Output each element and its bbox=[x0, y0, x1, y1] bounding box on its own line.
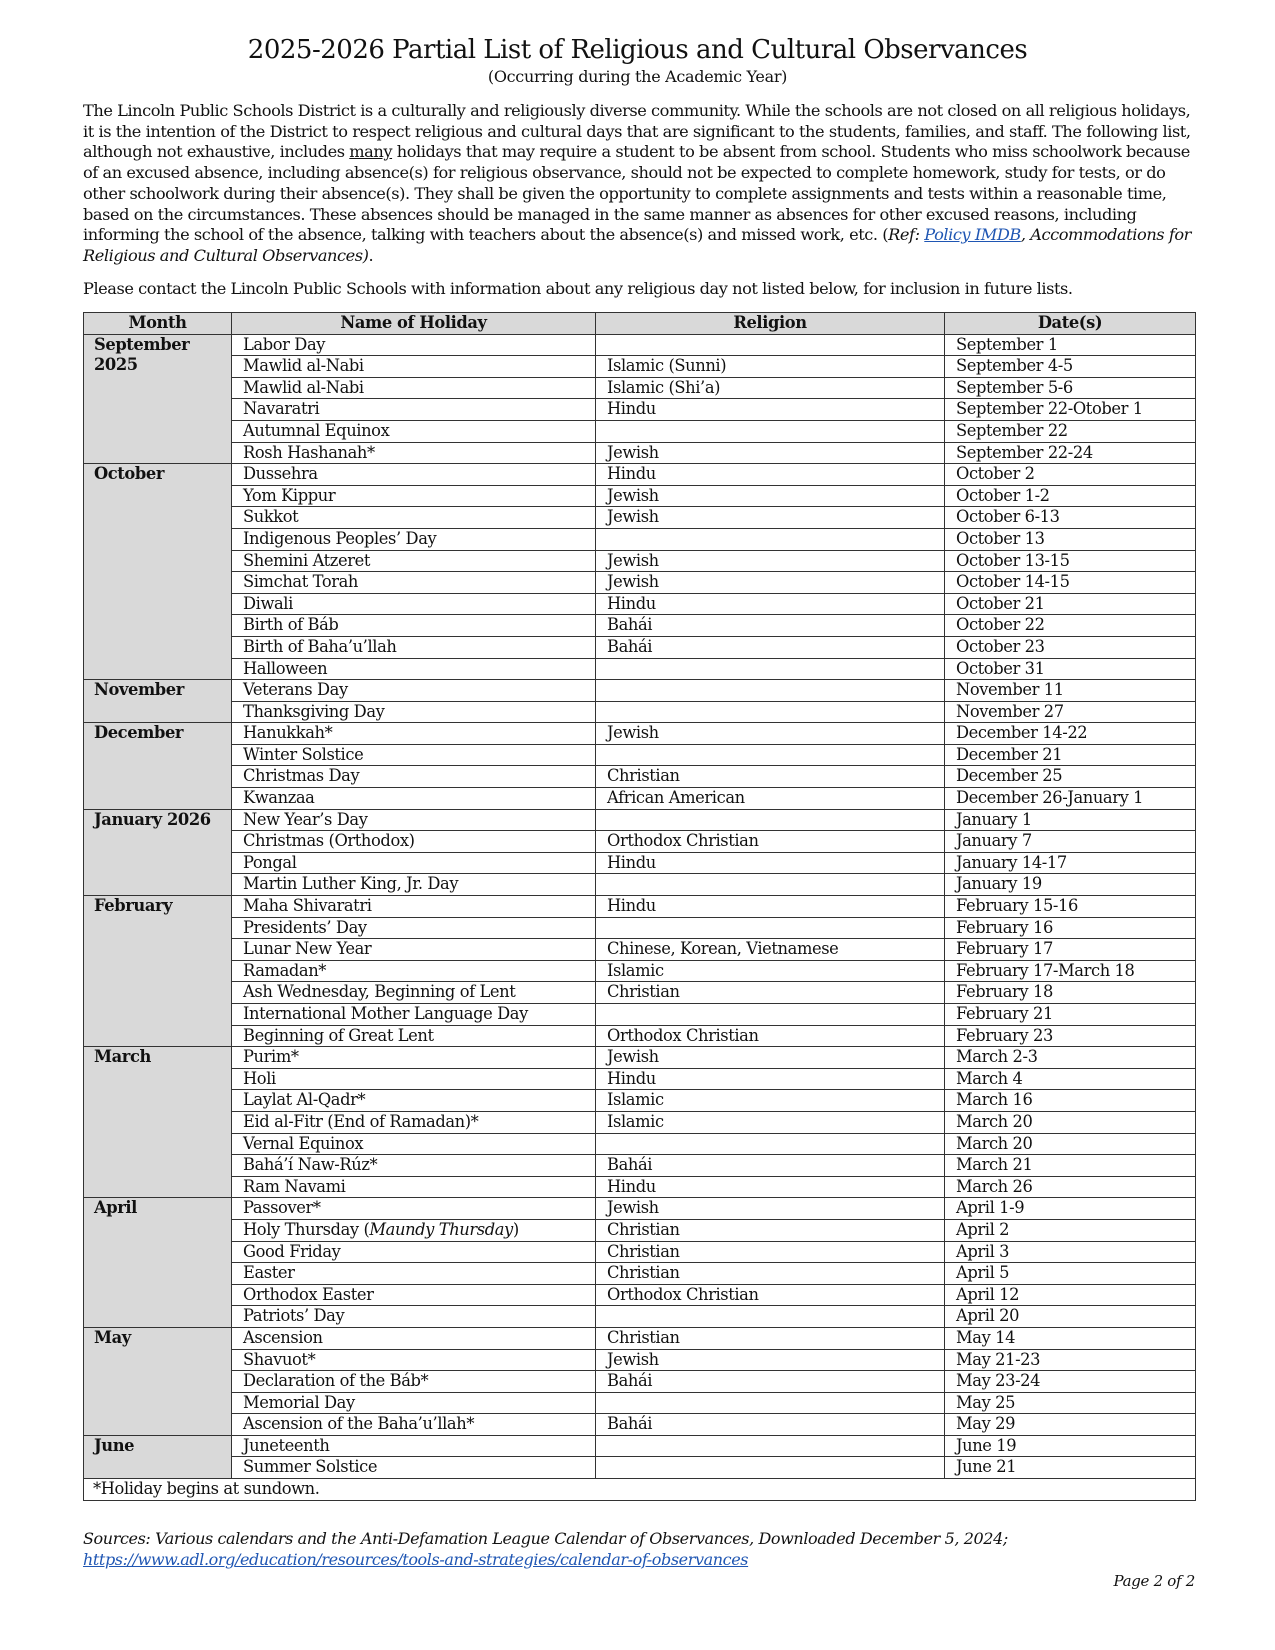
page-subtitle: (Occurring during the Academic Year) bbox=[487, 67, 788, 86]
holiday-name-cell: Pongal bbox=[232, 852, 596, 874]
religion-cell bbox=[596, 701, 945, 723]
holiday-name-cell: Ash Wednesday, Beginning of Lent bbox=[232, 982, 596, 1004]
sources-link[interactable]: https://www.adl.org/education/resources/tools-and-strategies/calendar-of-observances bbox=[83, 1550, 749, 1569]
religion-cell: Islamic bbox=[596, 960, 945, 982]
policy-link[interactable]: Policy IMDB bbox=[924, 225, 1021, 245]
footnote: *Holiday begins at sundown. bbox=[84, 1479, 1196, 1501]
religion-cell bbox=[596, 1306, 945, 1328]
religion-cell: Christian bbox=[596, 1241, 945, 1263]
religion-cell bbox=[596, 334, 945, 356]
table-row bbox=[84, 1371, 1196, 1393]
header-religion: Religion bbox=[596, 313, 945, 335]
header-month: Month bbox=[84, 313, 232, 335]
religion-cell: Hindu bbox=[596, 464, 945, 486]
holiday-name-cell: Navaratri bbox=[232, 399, 596, 421]
table-row bbox=[84, 356, 1196, 378]
dates-cell: April 20 bbox=[945, 1306, 1196, 1328]
holiday-name-cell: Sukkot bbox=[232, 507, 596, 529]
religion-cell: Chinese, Korean, Vietnamese bbox=[596, 939, 945, 961]
religion-cell: Jewish bbox=[596, 442, 945, 464]
table-row bbox=[84, 896, 1196, 918]
holiday-name-cell: Shavuot* bbox=[232, 1349, 596, 1371]
table-row bbox=[84, 874, 1196, 896]
dates-cell: March 21 bbox=[945, 1155, 1196, 1177]
header-dates: Date(s) bbox=[945, 313, 1196, 335]
table-row bbox=[84, 917, 1196, 939]
month-cell: February bbox=[84, 896, 232, 1047]
holiday-name-cell: Laylat Al-Qadr* bbox=[232, 1090, 596, 1112]
dates-cell: September 4-5 bbox=[945, 356, 1196, 378]
holiday-name-cell: Dussehra bbox=[232, 464, 596, 486]
table-row bbox=[84, 1284, 1196, 1306]
month-cell: April bbox=[84, 1198, 232, 1328]
holiday-name-cell: Hanukkah* bbox=[232, 723, 596, 745]
holiday-name-cell: Memorial Day bbox=[232, 1392, 596, 1414]
holiday-name-cell: Presidents’ Day bbox=[232, 917, 596, 939]
table-row bbox=[84, 809, 1196, 831]
dates-cell: September 22-Otober 1 bbox=[945, 399, 1196, 421]
dates-cell: April 5 bbox=[945, 1263, 1196, 1285]
page-number: Page 2 of 2 bbox=[1113, 1572, 1195, 1590]
religion-cell bbox=[596, 744, 945, 766]
dates-cell: May 29 bbox=[945, 1414, 1196, 1436]
religion-cell: Jewish bbox=[596, 1047, 945, 1069]
dates-cell: March 20 bbox=[945, 1111, 1196, 1133]
holiday-name-cell: New Year’s Day bbox=[232, 809, 596, 831]
underlined-word: many bbox=[349, 142, 393, 162]
dates-cell: January 1 bbox=[945, 809, 1196, 831]
holiday-name-cell: Christmas Day bbox=[232, 766, 596, 788]
dates-cell: October 1-2 bbox=[945, 485, 1196, 507]
holiday-name-cell: Mawlid al-Nabi bbox=[232, 377, 596, 399]
religion-cell: African American bbox=[596, 788, 945, 810]
dates-cell: May 14 bbox=[945, 1327, 1196, 1349]
religion-cell: Orthodox Christian bbox=[596, 1025, 945, 1047]
dates-cell: May 23-24 bbox=[945, 1371, 1196, 1393]
table-row bbox=[84, 1457, 1196, 1479]
religion-cell bbox=[596, 420, 945, 442]
holiday-name-cell: Indigenous Peoples’ Day bbox=[232, 528, 596, 550]
religion-cell bbox=[596, 1004, 945, 1026]
holiday-name-cell: Simchat Torah bbox=[232, 572, 596, 594]
table-row bbox=[84, 701, 1196, 723]
religion-cell: Bahái bbox=[596, 1371, 945, 1393]
holiday-name-cell: Summer Solstice bbox=[232, 1457, 596, 1479]
month-cell: November bbox=[84, 680, 232, 723]
religion-cell bbox=[596, 1392, 945, 1414]
dates-cell: November 11 bbox=[945, 680, 1196, 702]
table-row bbox=[84, 982, 1196, 1004]
religion-cell: Jewish bbox=[596, 507, 945, 529]
dates-cell: February 17 bbox=[945, 939, 1196, 961]
dates-cell: January 14-17 bbox=[945, 852, 1196, 874]
table-row bbox=[84, 507, 1196, 529]
holiday-name-cell: Bahá’í Naw-Rúz* bbox=[232, 1155, 596, 1177]
dates-cell: April 12 bbox=[945, 1284, 1196, 1306]
holiday-name-cell: Shemini Atzeret bbox=[232, 550, 596, 572]
holiday-name-cell: Purim* bbox=[232, 1047, 596, 1069]
table-row bbox=[84, 572, 1196, 594]
table-row bbox=[84, 464, 1196, 486]
table-row bbox=[84, 723, 1196, 745]
holiday-name-cell: Rosh Hashanah* bbox=[232, 442, 596, 464]
religion-cell: Bahái bbox=[596, 1155, 945, 1177]
religion-cell: Bahái bbox=[596, 636, 945, 658]
religion-cell: Hindu bbox=[596, 852, 945, 874]
holiday-name-cell: Declaration of the Báb* bbox=[232, 1371, 596, 1393]
table-row bbox=[84, 420, 1196, 442]
holiday-name-cell: Yom Kippur bbox=[232, 485, 596, 507]
footnote-row bbox=[84, 1479, 1196, 1501]
dates-cell: October 23 bbox=[945, 636, 1196, 658]
dates-cell: November 27 bbox=[945, 701, 1196, 723]
table-row bbox=[84, 1004, 1196, 1026]
holiday-name-cell: Good Friday bbox=[232, 1241, 596, 1263]
religion-cell: Hindu bbox=[596, 399, 945, 421]
table-row bbox=[84, 788, 1196, 810]
holiday-name-cell: Birth of Báb bbox=[232, 615, 596, 637]
month-cell: September 2025 bbox=[84, 334, 232, 464]
holiday-name-cell: Ramadan* bbox=[232, 960, 596, 982]
religion-cell: Christian bbox=[596, 1219, 945, 1241]
religion-cell bbox=[596, 528, 945, 550]
holiday-name-cell: Beginning of Great Lent bbox=[232, 1025, 596, 1047]
table-row bbox=[84, 1090, 1196, 1112]
religion-cell: Jewish bbox=[596, 723, 945, 745]
month-cell: January 2026 bbox=[84, 809, 232, 895]
holiday-name-cell: Christmas (Orthodox) bbox=[232, 831, 596, 853]
holiday-name-cell: Winter Solstice bbox=[232, 744, 596, 766]
policy-title: , Accommodations for Religious and Cultural Observances) bbox=[83, 225, 1191, 265]
religion-cell: Hindu bbox=[596, 1068, 945, 1090]
holiday-name-cell: Lunar New Year bbox=[232, 939, 596, 961]
table-row bbox=[84, 680, 1196, 702]
holiday-name-cell: Ascension of the Baha’u’llah* bbox=[232, 1414, 596, 1436]
dates-cell: February 15-16 bbox=[945, 896, 1196, 918]
table-row bbox=[84, 766, 1196, 788]
religion-cell: Christian bbox=[596, 766, 945, 788]
religion-cell bbox=[596, 917, 945, 939]
religion-cell: Jewish bbox=[596, 1198, 945, 1220]
table-row bbox=[84, 1025, 1196, 1047]
dates-cell: February 21 bbox=[945, 1004, 1196, 1026]
dates-cell: October 2 bbox=[945, 464, 1196, 486]
religion-cell bbox=[596, 1457, 945, 1479]
table-header-row bbox=[84, 313, 1196, 335]
religion-cell bbox=[596, 1133, 945, 1155]
table-row bbox=[84, 1414, 1196, 1436]
holiday-name-cell: Kwanzaa bbox=[232, 788, 596, 810]
table-row bbox=[84, 1111, 1196, 1133]
observances-table bbox=[83, 312, 1196, 1501]
religion-cell: Hindu bbox=[596, 593, 945, 615]
religion-cell bbox=[596, 658, 945, 680]
dates-cell: October 13 bbox=[945, 528, 1196, 550]
religion-cell: Christian bbox=[596, 1327, 945, 1349]
dates-cell: October 13-15 bbox=[945, 550, 1196, 572]
table-body bbox=[84, 334, 1196, 1500]
religion-cell: Bahái bbox=[596, 615, 945, 637]
dates-cell: June 21 bbox=[945, 1457, 1196, 1479]
dates-cell: April 2 bbox=[945, 1219, 1196, 1241]
dates-cell: September 22-24 bbox=[945, 442, 1196, 464]
holiday-name-cell: Vernal Equinox bbox=[232, 1133, 596, 1155]
dates-cell: October 6-13 bbox=[945, 507, 1196, 529]
month-cell: March bbox=[84, 1047, 232, 1198]
dates-cell: February 16 bbox=[945, 917, 1196, 939]
dates-cell: January 7 bbox=[945, 831, 1196, 853]
table-row bbox=[84, 636, 1196, 658]
month-cell: October bbox=[84, 464, 232, 680]
table-row bbox=[84, 1219, 1196, 1241]
dates-cell: December 14-22 bbox=[945, 723, 1196, 745]
religion-cell: Jewish bbox=[596, 485, 945, 507]
table-row bbox=[84, 744, 1196, 766]
holiday-name-cell: Easter bbox=[232, 1263, 596, 1285]
religion-cell: Christian bbox=[596, 982, 945, 1004]
month-cell: December bbox=[84, 723, 232, 809]
table-row bbox=[84, 442, 1196, 464]
table-row bbox=[84, 528, 1196, 550]
dates-cell: March 16 bbox=[945, 1090, 1196, 1112]
dates-cell: February 17-March 18 bbox=[945, 960, 1196, 982]
religion-cell: Jewish bbox=[596, 572, 945, 594]
table-row bbox=[84, 1435, 1196, 1457]
religion-cell bbox=[596, 809, 945, 831]
holiday-name-cell: Ram Navami bbox=[232, 1176, 596, 1198]
dates-cell: January 19 bbox=[945, 874, 1196, 896]
dates-cell: April 3 bbox=[945, 1241, 1196, 1263]
holiday-name-cell: Maha Shivaratri bbox=[232, 896, 596, 918]
table-row bbox=[84, 1198, 1196, 1220]
religion-cell: Orthodox Christian bbox=[596, 1284, 945, 1306]
religion-cell: Islamic bbox=[596, 1111, 945, 1133]
religion-cell: Jewish bbox=[596, 1349, 945, 1371]
table-row bbox=[84, 1133, 1196, 1155]
holiday-name-cell: Eid al-Fitr (End of Ramadan)* bbox=[232, 1111, 596, 1133]
holiday-name-cell: Martin Luther King, Jr. Day bbox=[232, 874, 596, 896]
holiday-name-cell: Autumnal Equinox bbox=[232, 420, 596, 442]
table-row bbox=[84, 1392, 1196, 1414]
holiday-name-cell: Diwali bbox=[232, 593, 596, 615]
contact-paragraph: Please contact the Lincoln Public Schools with information about any religious day not listed below, for inclusion in future lists. bbox=[83, 278, 1073, 298]
religion-cell: Islamic bbox=[596, 1090, 945, 1112]
dates-cell: May 25 bbox=[945, 1392, 1196, 1414]
holiday-name-cell: Halloween bbox=[232, 658, 596, 680]
religion-cell bbox=[596, 874, 945, 896]
table-row bbox=[84, 615, 1196, 637]
sources-note bbox=[83, 1528, 1195, 1570]
table-row bbox=[84, 852, 1196, 874]
dates-cell: October 31 bbox=[945, 658, 1196, 680]
header-holiday: Name of Holiday bbox=[232, 313, 596, 335]
table-row bbox=[84, 658, 1196, 680]
religion-cell: Islamic (Sunni) bbox=[596, 356, 945, 378]
holiday-name-cell: Passover* bbox=[232, 1198, 596, 1220]
dates-cell: October 22 bbox=[945, 615, 1196, 637]
dates-cell: September 1 bbox=[945, 334, 1196, 356]
holiday-name-cell: Labor Day bbox=[232, 334, 596, 356]
holiday-name-cell: Juneteenth bbox=[232, 1435, 596, 1457]
dates-cell: June 19 bbox=[945, 1435, 1196, 1457]
table-row bbox=[84, 593, 1196, 615]
dates-cell: April 1-9 bbox=[945, 1198, 1196, 1220]
religion-cell: Bahái bbox=[596, 1414, 945, 1436]
dates-cell: May 21-23 bbox=[945, 1349, 1196, 1371]
religion-cell: Islamic (Shi’a) bbox=[596, 377, 945, 399]
dates-cell: September 22 bbox=[945, 420, 1196, 442]
table-row bbox=[84, 1047, 1196, 1069]
holiday-name-cell: Orthodox Easter bbox=[232, 1284, 596, 1306]
month-cell: June bbox=[84, 1435, 232, 1478]
dates-cell: February 23 bbox=[945, 1025, 1196, 1047]
religion-cell: Christian bbox=[596, 1263, 945, 1285]
table-row bbox=[84, 1327, 1196, 1349]
intro-paragraph: The Lincoln Public Schools District is a culturally and religiously diverse community. While the schools are not closed on all religious holidays, it is the intention of the District to respect religious and cultural days that are significant to the students, families, and staff. The following list, although not exhaustive, includes many holidays that may require a student to be absent from school. Students who miss schoolwork because of an excused absence, including absence(s) for religious observance, should not be expected to complete homework, study for tests, or do other schoolwork during their absence(s). They shall be given the opportunity to complete assignments and tests within a reasonable time, based on the circumstances. These absences should be managed in the same manner as absences for other excused reasons, including informing the school of the absence, talking with teachers about the absence(s) and missed work, etc. (Ref: Policy IMDB, Accommodations for Religious and Cultural Observances). bbox=[83, 101, 1191, 265]
table-row bbox=[84, 831, 1196, 853]
table-row bbox=[84, 1263, 1196, 1285]
holiday-name-cell: Holi bbox=[232, 1068, 596, 1090]
table-row bbox=[84, 485, 1196, 507]
holiday-name-cell: Mawlid al-Nabi bbox=[232, 356, 596, 378]
holiday-name-cell: International Mother Language Day bbox=[232, 1004, 596, 1026]
table-row bbox=[84, 960, 1196, 982]
religion-cell bbox=[596, 680, 945, 702]
holiday-name-cell: Thanksgiving Day bbox=[232, 701, 596, 723]
table-row bbox=[84, 550, 1196, 572]
religion-cell: Jewish bbox=[596, 550, 945, 572]
dates-cell: December 21 bbox=[945, 744, 1196, 766]
dates-cell: March 26 bbox=[945, 1176, 1196, 1198]
holiday-name-cell: Ascension bbox=[232, 1327, 596, 1349]
table-row bbox=[84, 334, 1196, 356]
dates-cell: February 18 bbox=[945, 982, 1196, 1004]
table-row bbox=[84, 1155, 1196, 1177]
table-row bbox=[84, 1241, 1196, 1263]
holiday-name-cell: Patriots’ Day bbox=[232, 1306, 596, 1328]
holiday-name-cell: Veterans Day bbox=[232, 680, 596, 702]
dates-cell: December 26-January 1 bbox=[945, 788, 1196, 810]
dates-cell: September 5-6 bbox=[945, 377, 1196, 399]
dates-cell: October 21 bbox=[945, 593, 1196, 615]
table-row bbox=[84, 1306, 1196, 1328]
table-row bbox=[84, 1349, 1196, 1371]
intro-section bbox=[83, 101, 1195, 299]
page-title: 2025-2026 Partial List of Religious and Cultural Observances bbox=[247, 35, 1028, 65]
holiday-name-cell: Holy Thursday (Maundy Thursday) bbox=[232, 1219, 596, 1241]
dates-cell: December 25 bbox=[945, 766, 1196, 788]
religion-cell: Hindu bbox=[596, 896, 945, 918]
dates-cell: March 2-3 bbox=[945, 1047, 1196, 1069]
religion-cell: Orthodox Christian bbox=[596, 831, 945, 853]
table-row bbox=[84, 377, 1196, 399]
month-cell: May bbox=[84, 1327, 232, 1435]
table-row bbox=[84, 1176, 1196, 1198]
religion-cell bbox=[596, 1435, 945, 1457]
dates-cell: October 14-15 bbox=[945, 572, 1196, 594]
dates-cell: March 4 bbox=[945, 1068, 1196, 1090]
holiday-name-cell: Birth of Baha’u’llah bbox=[232, 636, 596, 658]
table-row bbox=[84, 1068, 1196, 1090]
table-row bbox=[84, 939, 1196, 961]
dates-cell: March 20 bbox=[945, 1133, 1196, 1155]
sources-text: Sources: Various calendars and the Anti-Defamation League Calendar of Observances, Downloaded December 5, 2024; bbox=[83, 1529, 1008, 1548]
table-row bbox=[84, 399, 1196, 421]
religion-cell: Hindu bbox=[596, 1176, 945, 1198]
